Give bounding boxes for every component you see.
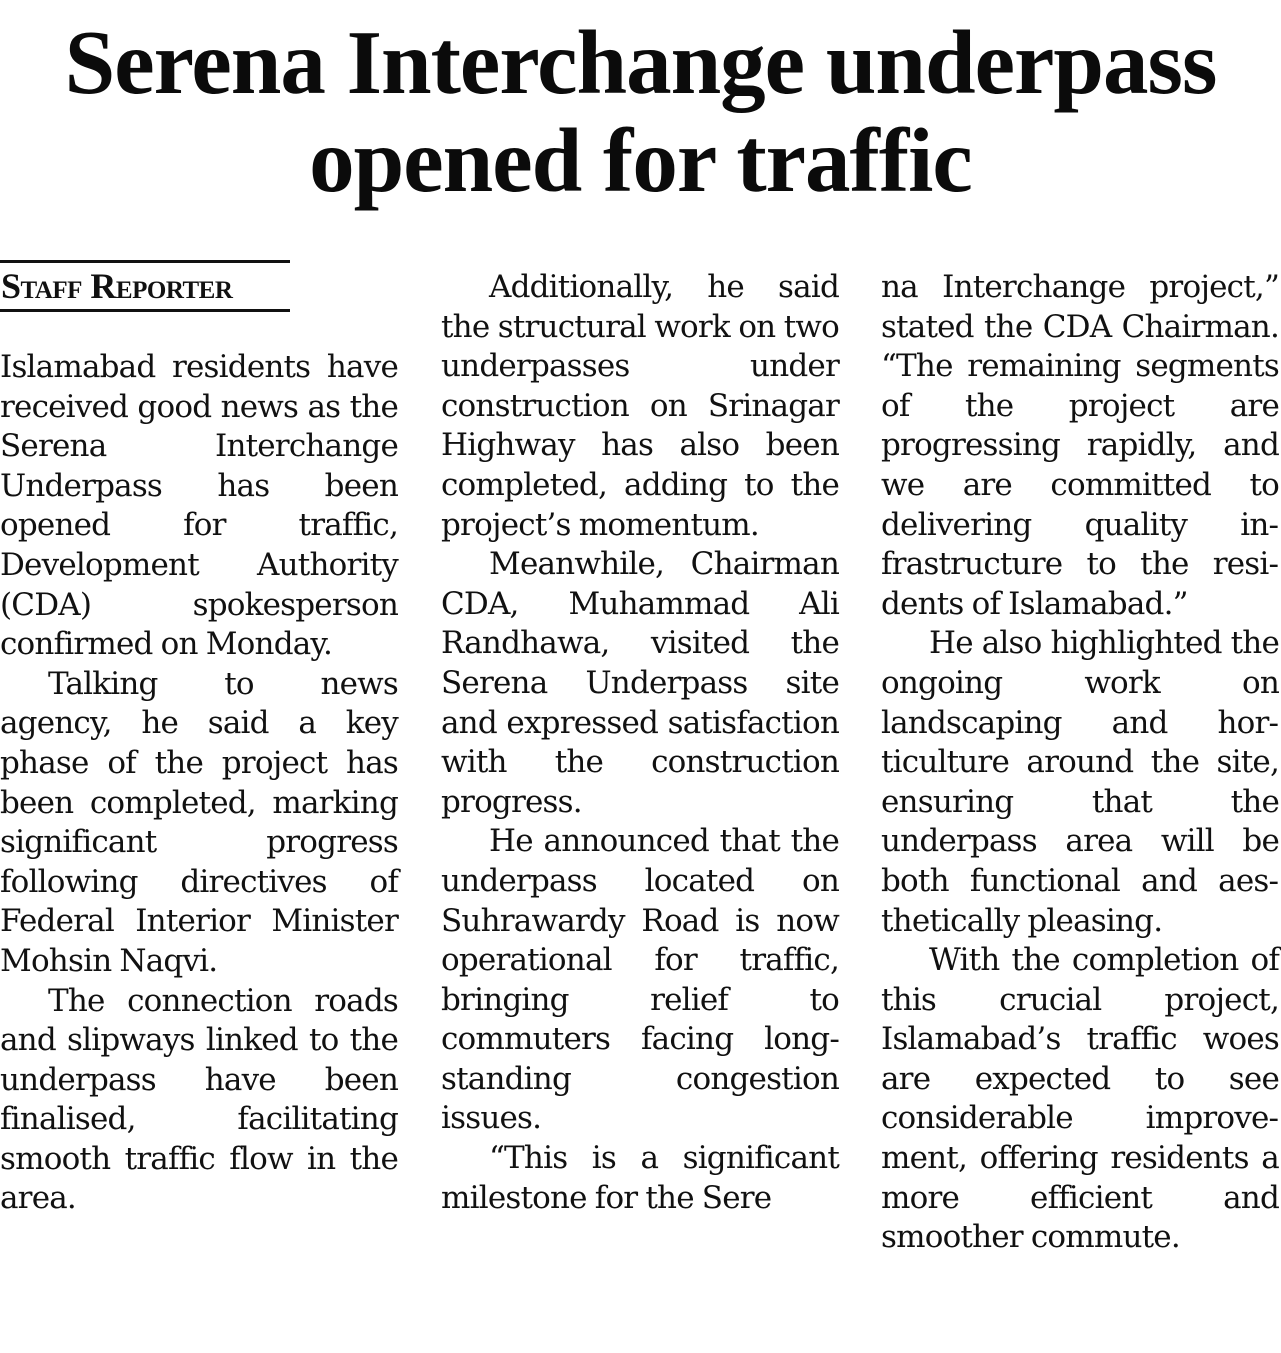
- headline-line-2: opened for traffic: [309, 110, 972, 211]
- article-column-3: [881, 268, 1279, 1258]
- paragraph: He announced that the underpass located on Suhrawardy Road is now operational for traffic, bringing relief to commuters facing long-standing congestion issues.: [441, 823, 839, 1137]
- article-column-1: [0, 348, 398, 1219]
- paragraph: “This is a significant milestone for the Sere: [441, 1140, 839, 1216]
- headline-line-1: Serena Interchange underpass: [64, 12, 1217, 113]
- paragraph: With the completion of this crucial project, Islamabad’s traffic woes are expected to see considerable improvement, offering residents a more efficient and smoother commute.: [881, 942, 1279, 1256]
- paragraph: Islamabad residents have received good news as the Serena Interchange Underpass has been opened for traffic, Development Authority (CDA) spokesperson confirmed on Monday.: [0, 349, 398, 663]
- paragraph: Meanwhile, Chairman CDA, Muhammad Ali Randhawa, visited the Serena Underpass site and expressed satisfaction with the construction progress.: [441, 546, 839, 820]
- byline: Staff Reporter: [0, 260, 290, 312]
- paragraph: Talking to news agency, he said a key phase of the project has been completed, marking significant progress following directives of Federal Interior Minister Mohsin Naqvi.: [0, 665, 398, 979]
- paragraph: Additionally, he said the structural work on two underpasses under construction on Srinagar Highway has also been completed, adding to the project’s momentum.: [441, 269, 839, 543]
- headline: [0, 14, 1281, 210]
- paragraph: The connection roads and slipways linked to the underpass have been finalised, facilitating smooth traffic flow in the area.: [0, 982, 398, 1217]
- paragraph: na Interchange project,” stated the CDA Chairman. “The remaining segments of the project are progressing rapidly, and we are committed to delivering quality infrastructure to the residents of Islamabad.”: [881, 269, 1279, 622]
- paragraph: He also highlighted the ongoing work on landscaping and horticulture around the site, ensuring that the underpass area will be both functional and aesthetically pleasing.: [881, 625, 1279, 939]
- article-column-2: [441, 268, 839, 1218]
